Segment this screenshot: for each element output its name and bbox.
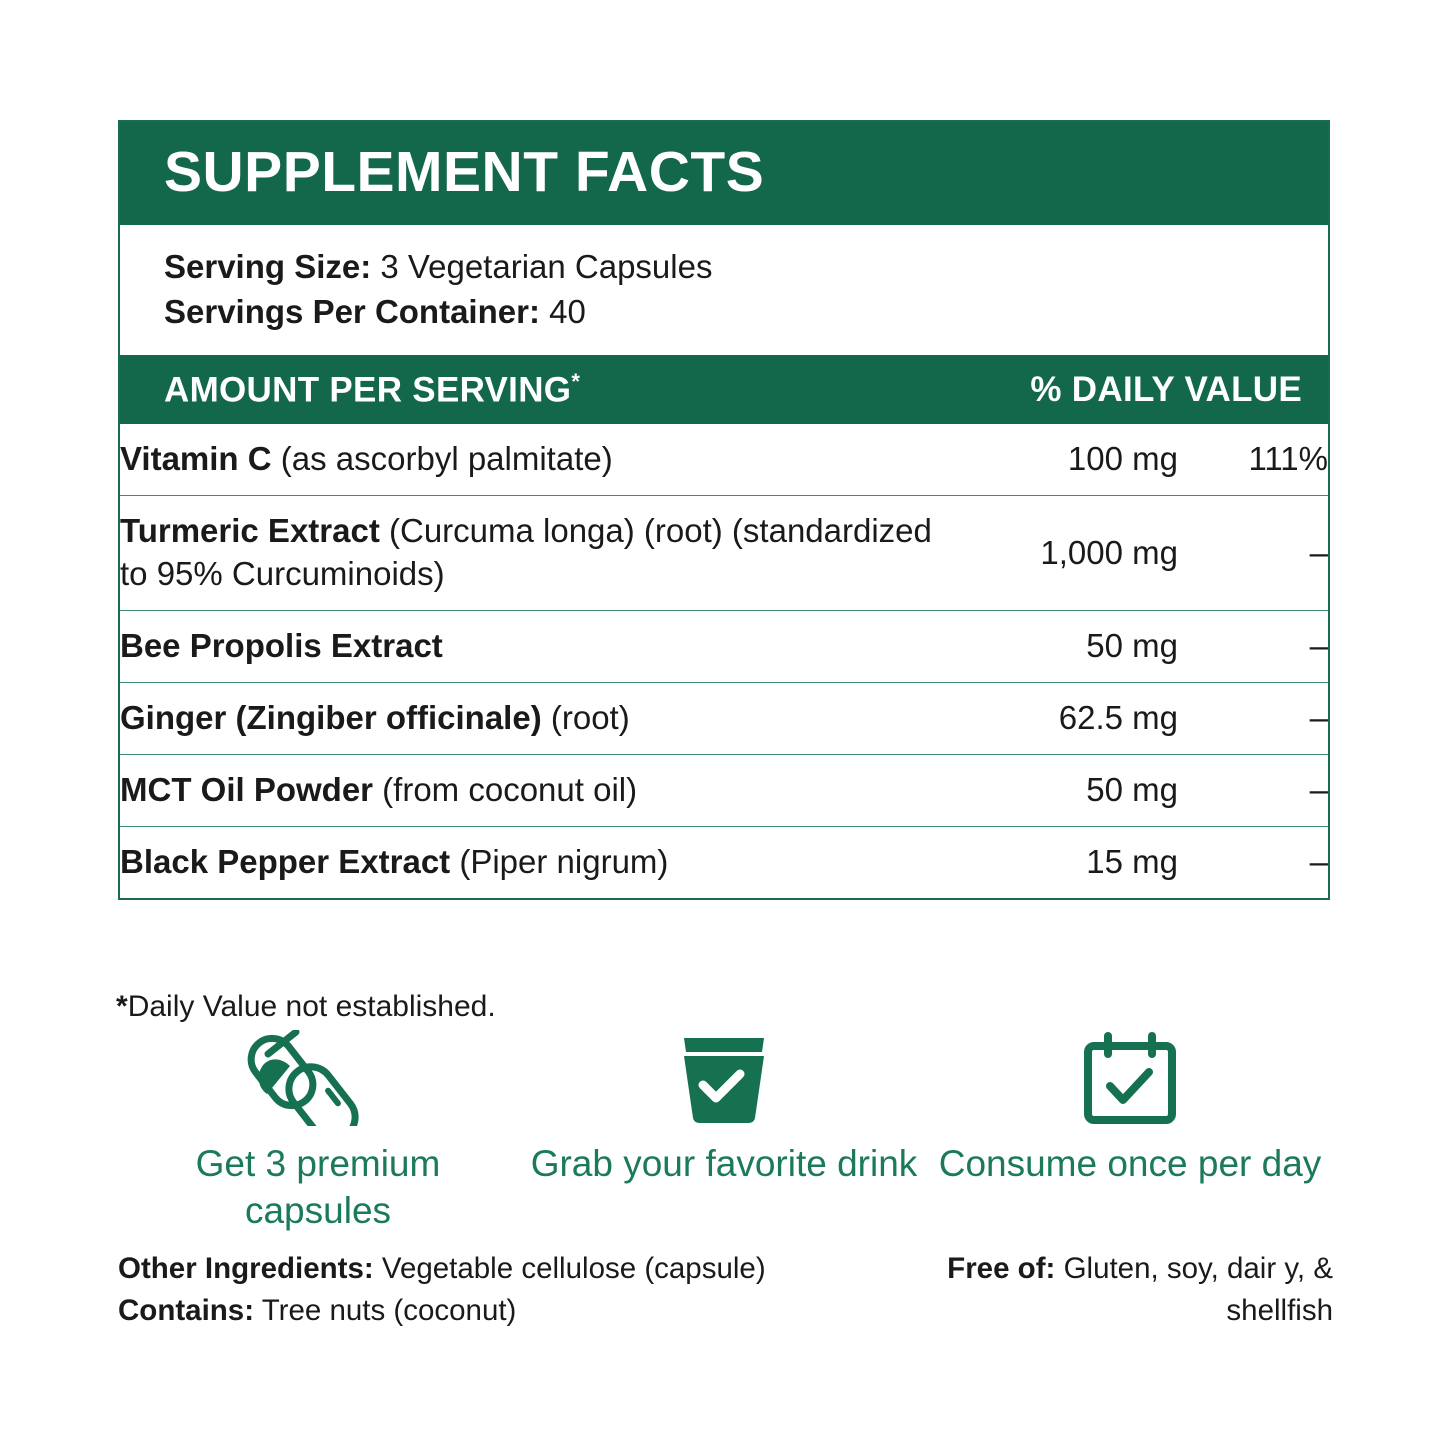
ingredient-daily-value: –	[1309, 842, 1328, 880]
usage-step-label: Consume once per day	[938, 1143, 1322, 1184]
ingredient-daily-value: –	[1309, 627, 1328, 665]
serving-size-line	[164, 245, 1328, 290]
ingredient-name	[120, 826, 938, 897]
facts-table-header	[120, 357, 1328, 425]
table-row	[120, 424, 1328, 495]
free-of-value: Gluten, soy, dair y, & shellfish	[1063, 1252, 1333, 1327]
daily-value-header: % DAILY VALUE	[1030, 369, 1302, 409]
usage-step-frequency	[930, 1030, 1330, 1235]
ingredient-amount: 15 mg	[1086, 842, 1178, 880]
contains-line	[118, 1290, 908, 1332]
ingredient-name-rest: (as ascorbyl palmitate)	[271, 440, 613, 478]
table-row	[120, 496, 1328, 611]
other-ingredients-line	[118, 1248, 908, 1290]
ingredient-name-bold: Turmeric Extract	[120, 512, 380, 550]
ingredient-daily-value: –	[1309, 770, 1328, 808]
ingredient-name-bold: MCT Oil Powder	[120, 770, 374, 808]
ingredient-daily-value: –	[1309, 533, 1328, 571]
ingredient-daily-value: 111%	[1248, 440, 1328, 478]
contains-value: Tree nuts (coconut)	[261, 1293, 517, 1327]
footnote-text: Daily Value not established.	[127, 990, 496, 1023]
ingredient-name-rest: (Piper nigrum)	[450, 842, 669, 880]
usage-steps	[118, 1030, 1330, 1235]
free-of-label: Free of:	[947, 1252, 1056, 1285]
amount-per-serving-text: AMOUNT PER SERVING	[164, 370, 572, 410]
other-ingredients-block	[118, 1248, 908, 1332]
ingredient-name-rest: (root)	[541, 698, 630, 736]
footnote-marker: *	[116, 990, 128, 1023]
serving-info	[120, 225, 1328, 357]
serving-size-label: Serving Size:	[164, 248, 372, 285]
ingredient-name-bold: Ginger (Zingiber officinale)	[120, 698, 542, 736]
ingredient-amount: 1,000 mg	[1040, 533, 1178, 571]
amount-per-serving-marker: *	[571, 368, 581, 394]
ingredient-name	[120, 611, 938, 683]
usage-step-label: Get 3 premium capsules	[195, 1143, 441, 1232]
other-ingredients-value: Vegetable cellulose (capsule)	[381, 1252, 766, 1285]
table-row	[120, 826, 1328, 897]
supplement-facts-table	[120, 424, 1328, 897]
ingredient-name-bold: Black Pepper Extract	[120, 842, 451, 880]
amount-per-serving-header	[164, 369, 580, 411]
ingredient-name	[120, 682, 938, 754]
supplement-facts-panel	[118, 120, 1330, 900]
calendar-check-icon	[930, 1030, 1330, 1126]
contains-label: Contains:	[118, 1293, 255, 1327]
ingredient-daily-value: –	[1309, 698, 1328, 736]
ingredient-amount: 100 mg	[1067, 440, 1178, 478]
ingredient-amount: 62.5 mg	[1058, 698, 1178, 736]
ingredient-name	[120, 496, 938, 611]
ingredient-name-rest: (Curcuma longa) (root) (standardized to 95% Curcuminoids)	[120, 512, 932, 593]
daily-value-footnote	[116, 990, 496, 1024]
table-row	[120, 682, 1328, 754]
usage-step-label: Grab your favorite drink	[530, 1143, 918, 1184]
usage-step-capsules	[118, 1030, 518, 1235]
ingredient-amount: 50 mg	[1086, 770, 1178, 808]
ingredient-name	[120, 754, 938, 826]
servings-per-container-value: 40	[549, 292, 586, 330]
bottom-ingredient-notes	[118, 1248, 1333, 1332]
table-row	[120, 754, 1328, 826]
ingredient-amount: 50 mg	[1086, 627, 1178, 665]
ingredient-name	[120, 424, 938, 495]
usage-step-drink	[524, 1030, 924, 1235]
other-ingredients-label: Other Ingredients:	[118, 1252, 374, 1285]
ingredient-name-bold: Vitamin C	[120, 440, 272, 478]
table-row	[120, 611, 1328, 683]
servings-per-container-label: Servings Per Container:	[164, 292, 540, 330]
ingredient-name-rest: (from coconut oil)	[373, 770, 638, 808]
capsules-icon	[118, 1030, 518, 1126]
serving-size-value: 3 Vegetarian Capsules	[380, 248, 713, 285]
page-title: SUPPLEMENT FACTS	[164, 140, 765, 204]
free-of-block	[913, 1248, 1333, 1332]
drink-glass-check-icon	[524, 1030, 924, 1126]
servings-per-container-line	[164, 290, 1328, 335]
panel-header	[120, 122, 1328, 225]
ingredient-name-bold: Bee Propolis Extract	[120, 627, 443, 665]
